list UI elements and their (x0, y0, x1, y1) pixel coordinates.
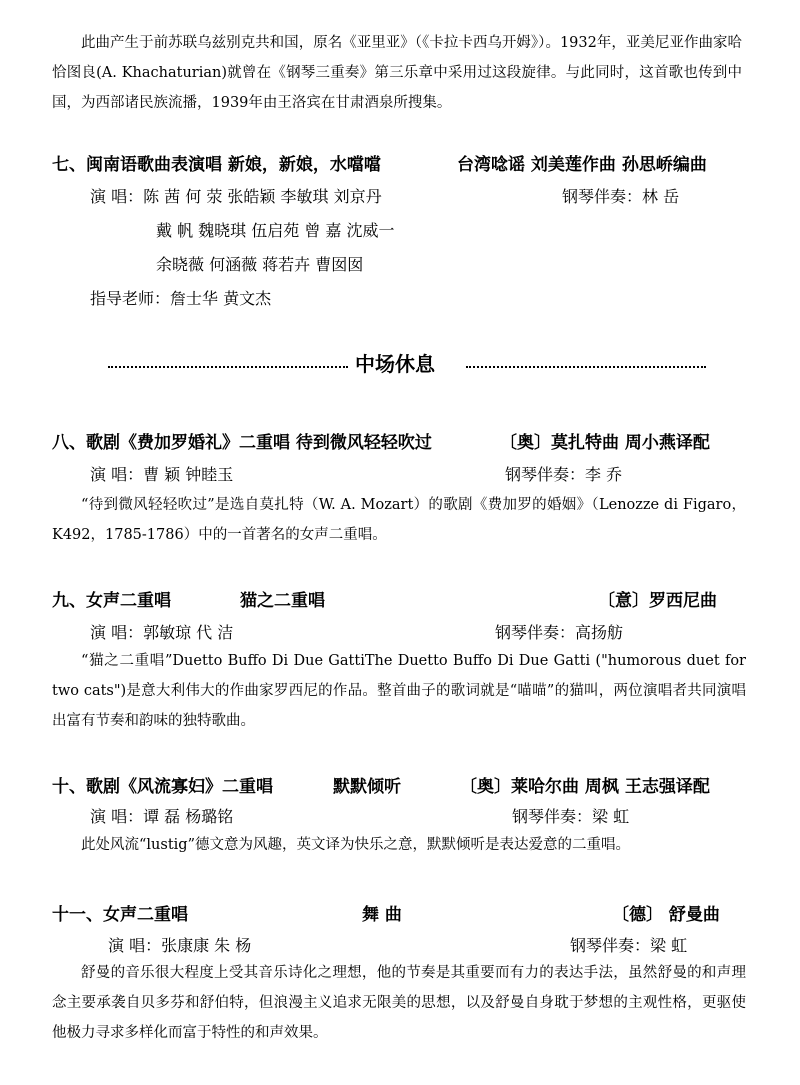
item-9-singers: 演 唱：郭敏琼 代 洁 (90, 623, 234, 642)
item-8-singers: 演 唱：曹 颖 钟睦玉 (90, 465, 234, 484)
item-8-credits: 〔奥〕莫扎特曲 周小燕译配 (500, 433, 710, 453)
item-10-title: 默默倾听 (333, 777, 401, 797)
item-9-note: “猫之二重唱”Duetto Buffo Di Due GattiThe Duetto Buffo Di Due Gatti ("humorous duet for two cats")是意大利伟大的作曲家罗西尼的作品。整首曲子的歌词就是“喵喵”的猫叫，两位演唱者共同演唱出富有节奏和韵味的独特歌曲。 (52, 653, 746, 729)
item-11-heading: 十一、女声二重唱 (52, 905, 188, 925)
item-11-singers: 演 唱：张康康 朱 杨 (108, 936, 252, 955)
item-8-accompanist: 钢琴伴奏：李 乔 (505, 465, 623, 484)
item-8-note: “待到微风轻轻吹过”是选自莫扎特（W. A. Mozart）的歌剧《费加罗的婚姻》（Lenozze di Figaro，K492，1785-1786）中的一首著名的女声二重唱。 (52, 497, 746, 543)
item-8-heading: 八、歌剧《费加罗婚礼》二重唱 待到微风轻轻吹过 (52, 433, 432, 453)
item-7-singers-row2: 戴 帆 魏晓琪 伍启苑 曾 嘉 沈威一 (156, 221, 395, 240)
item-10-singers: 演 唱：谭 磊 杨璐铭 (90, 807, 234, 826)
separator-dots-left (108, 366, 348, 368)
item-7-heading: 七、闽南语歌曲表演唱 新娘，新娘，水噹噹 (52, 155, 381, 175)
item-9-heading: 九、女声二重唱 (52, 591, 171, 611)
item-7-teachers: 指导老师：詹士华 黄文杰 (90, 289, 272, 308)
intermission-separator (108, 348, 706, 378)
item-10-heading: 十、歌剧《风流寡妇》二重唱 (52, 777, 273, 797)
item-11-title: 舞 曲 (362, 905, 402, 925)
item-7-singers-row1: 演 唱：陈 茜 何 荥 张皓颖 李敏琪 刘京丹 (90, 187, 382, 206)
item-10-credits: 〔奥〕莱哈尔曲 周枫 王志强译配 (460, 777, 710, 797)
item-9-accompanist: 钢琴伴奏：高扬舫 (495, 623, 624, 642)
item-10-accompanist: 钢琴伴奏：梁 虹 (512, 807, 630, 826)
intro-paragraph: 此曲产生于前苏联乌兹别克共和国，原名《亚里亚》（《卡拉卡西乌开姆》）。1932年，亚美尼亚作曲家哈恰图良(A. Khachaturian)就曾在《钢琴三重奏》第三乐章中采用过这段旋律。与此同时，这首歌也传到中国，为西部诸民族流播，1939年由王洛宾在甘肃酒泉所搜集。 (52, 35, 742, 111)
item-7-credits: 台湾唸谣 刘美莲作曲 孙思峤编曲 (457, 155, 707, 175)
item-9-title: 猫之二重唱 (240, 591, 325, 611)
item-9-credits: 〔意〕罗西尼曲 (598, 591, 717, 611)
item-7-singers-row3: 余晓薇 何涵薇 蒋若卉 曹囡囡 (156, 255, 364, 274)
item-11-credits: 〔德〕 舒曼曲 (612, 905, 720, 925)
item-11-accompanist: 钢琴伴奏：梁 虹 (570, 936, 688, 955)
intermission-title: 中场休息 (355, 352, 435, 376)
item-10-note: 此处风流“lustig”德文意为风趣，英文译为快乐之意，默默倾听是表达爱意的二重唱。 (81, 837, 630, 853)
item-7-accompanist: 钢琴伴奏：林 岳 (562, 187, 680, 206)
item-11-note: 舒曼的音乐很大程度上受其音乐诗化之理想，他的节奏是其重要而有力的表达手法，虽然舒曼的和声理念主要承袭自贝多芬和舒伯特，但浪漫主义追求无限美的思想，以及舒曼自身耽于梦想的主观性格，更驱使他极力寻求多样化而富于特性的和声效果。 (52, 965, 746, 1041)
separator-dots-right (466, 366, 706, 368)
